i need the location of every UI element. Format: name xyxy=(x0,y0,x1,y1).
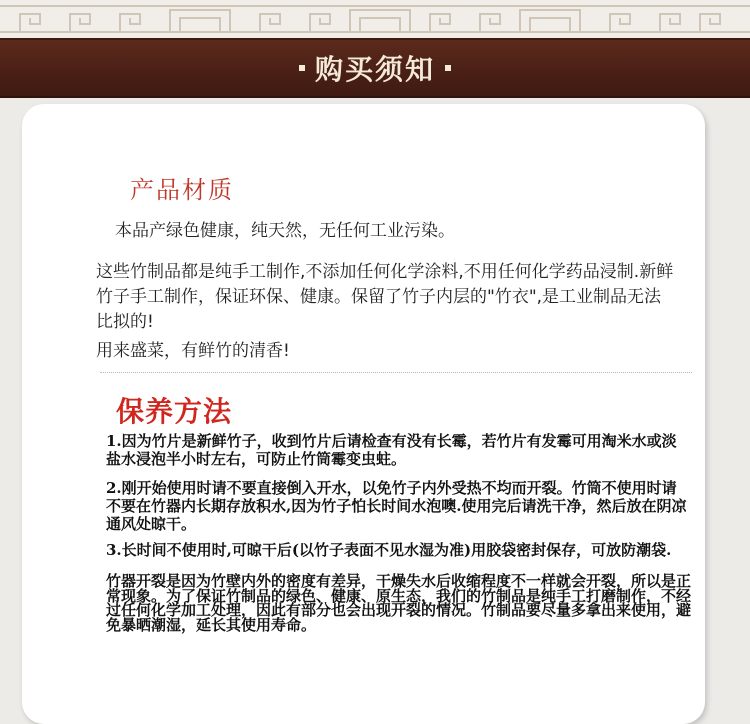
bullet-right-icon xyxy=(445,65,451,71)
bullet-left-icon xyxy=(299,65,305,71)
decorative-lattice-border xyxy=(0,0,750,40)
header-title-block xyxy=(299,48,451,88)
section-divider xyxy=(100,372,692,373)
material-paragraph: 这些竹制品都是纯手工制作,不添加任何化学涂料,不用任何化学药品浸制.新鲜竹子手工制作，保证环保、健康。保留了竹子内层的"竹衣",是工业制品无法比拟的! xyxy=(96,262,674,332)
care-section-title: 保养方法 xyxy=(116,395,233,428)
care-item: 1.因为竹片是新鲜竹子，收到竹片后请检查有没有长霉，若竹片有发霉可用淘米水或淡盐水浸泡半小时左右，可防止竹筒霉变虫蛀。 xyxy=(106,432,677,468)
care-note: 竹器开裂是因为竹壁内外的密度有差异，干燥失水后收缩程度不一样就会开裂，所以是正常现象。为了保证竹制品的绿色、健康、原生态，我们的竹制品是纯手工打磨制作，不经过任何化学加工处理，因此有部分也会出现开裂的情况。竹制品要尽量多拿出来使用，避免暴晒潮湿，延长其使用寿命。 xyxy=(106,572,692,634)
material-paragraph: 本品产绿色健康，纯天然，无任何工业污染。 xyxy=(115,221,455,241)
material-section-title: 产品材质 xyxy=(130,176,234,204)
header-title-container xyxy=(0,38,750,98)
care-item: 3.长时间不使用时,可晾干后(以竹子表面不见水湿为准)用胶袋密封保存，可放防潮袋. xyxy=(106,541,672,559)
material-paragraph: 用来盛菜，有鲜竹的清香! xyxy=(96,341,290,361)
page-title: 购买须知 xyxy=(314,53,435,86)
care-item: 2.刚开始使用时请不要直接倒入开水，以免竹子内外受热不均而开裂。竹筒不使用时请不要在竹器内长期存放积水,因为竹子怕长时间水泡噢.使用完后请洗干净，然后放在阴凉通风处晾干。 xyxy=(106,479,687,533)
